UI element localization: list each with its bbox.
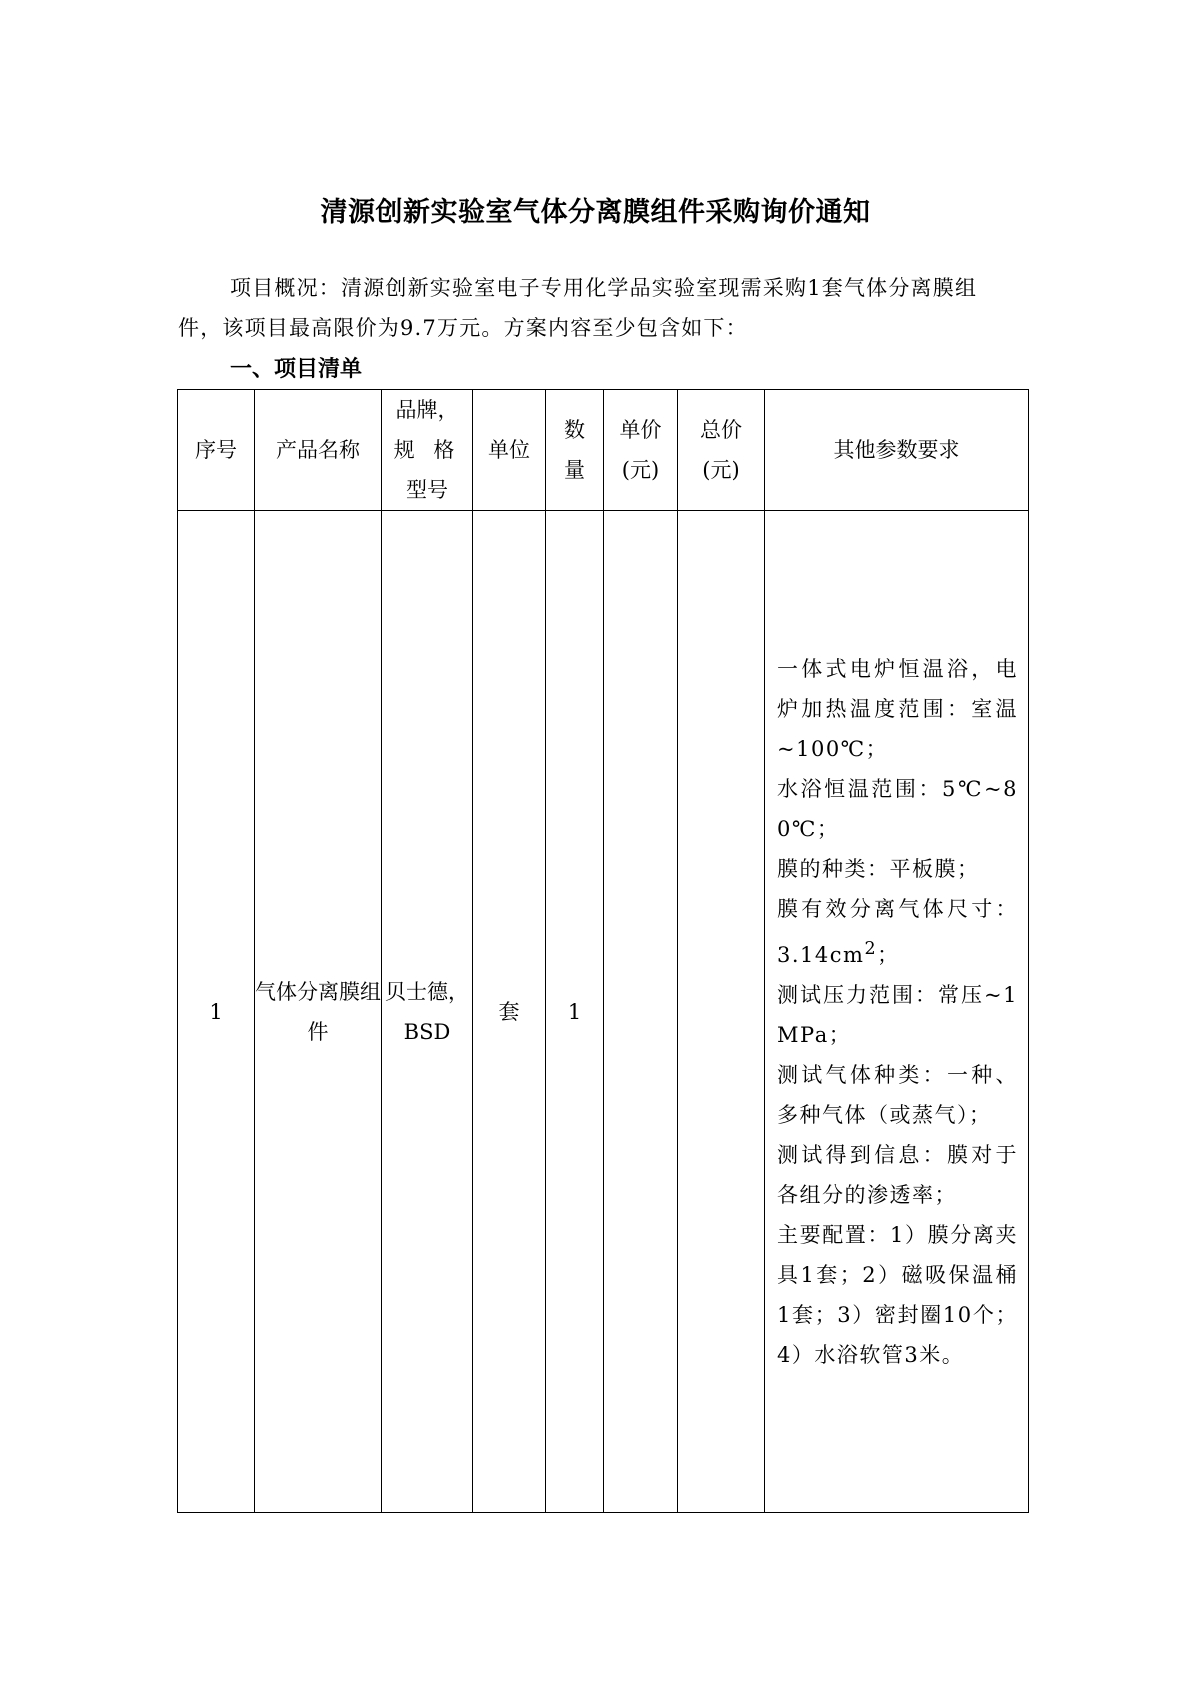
superscript-two: 2 xyxy=(864,938,878,959)
param-pressure-range: 测试压力范围：常压~1MPa； xyxy=(777,982,1018,1047)
param-water-bath: 水浴恒温范围：5℃~80℃； xyxy=(777,776,1018,841)
header-total-price xyxy=(678,390,765,511)
cell-product-name: 气体分离膜组件 xyxy=(255,511,382,1513)
header-unit-price-line1: 单价 xyxy=(619,418,662,442)
header-total-price-line1: 总价 xyxy=(700,418,742,442)
cell-brand xyxy=(382,511,473,1513)
header-unit: 单位 xyxy=(473,390,546,511)
cell-total-price xyxy=(678,511,765,1513)
cell-index: 1 xyxy=(178,511,255,1513)
header-index: 序号 xyxy=(178,390,255,511)
header-brand-line2: 规 格 xyxy=(393,438,461,462)
header-other-params: 其他参数要求 xyxy=(765,390,1029,511)
param-membrane-size: 膜有效分离气体尺寸：$3.14cm^2$； xyxy=(777,896,1018,967)
table-header-row xyxy=(178,390,1029,511)
param-main-config: 主要配置：1）膜分离夹具1套；2）磁吸保温桶1套；3）密封圈10个；4）水浴软管3米。 xyxy=(777,1222,1018,1367)
cell-brand-line2: BSD xyxy=(403,1019,451,1044)
param-gas-types: 测试气体种类：一种、多种气体（或蒸气）； xyxy=(777,1062,1018,1127)
param-test-info: 测试得到信息：膜对于各组分的渗透率； xyxy=(777,1142,1018,1207)
header-brand-model xyxy=(382,390,473,511)
cell-brand-line1: 贝士德， xyxy=(385,979,469,1004)
cell-quantity: 1 xyxy=(546,511,604,1513)
document-title: 清源创新实验室气体分离膜组件采购询价通知 xyxy=(320,197,871,228)
header-product-name: 产品名称 xyxy=(255,390,382,511)
item-list-table xyxy=(177,389,1029,1513)
project-overview: 项目概况：清源创新实验室电子专用化学品实验室现需采购1套气体分离膜组件，该项目最高限价为9.7万元。方案内容至少包含如下： xyxy=(178,276,978,340)
cell-other-params xyxy=(765,511,1029,1513)
header-unit-price-line2: (元) xyxy=(621,458,660,482)
cell-unit-price xyxy=(604,511,678,1513)
cell-unit: 套 xyxy=(473,511,546,1513)
table-row xyxy=(178,511,1029,1513)
section-heading: 一、项目清单 xyxy=(230,356,363,382)
header-brand-line3: 型号 xyxy=(406,478,448,502)
header-quantity xyxy=(546,390,604,511)
header-brand-line1: 品牌， xyxy=(395,398,459,422)
param-membrane-type: 膜的种类：平板膜； xyxy=(777,856,980,881)
params-text xyxy=(765,649,1028,1375)
header-total-price-line2: (元) xyxy=(702,458,740,482)
param-furnace: 一体式电炉恒温浴，电炉加热温度范围：室温~100℃； xyxy=(777,656,1018,761)
header-unit-price xyxy=(604,390,678,511)
header-qty-line1: 数 xyxy=(564,418,585,442)
header-qty-line2: 量 xyxy=(564,458,585,482)
